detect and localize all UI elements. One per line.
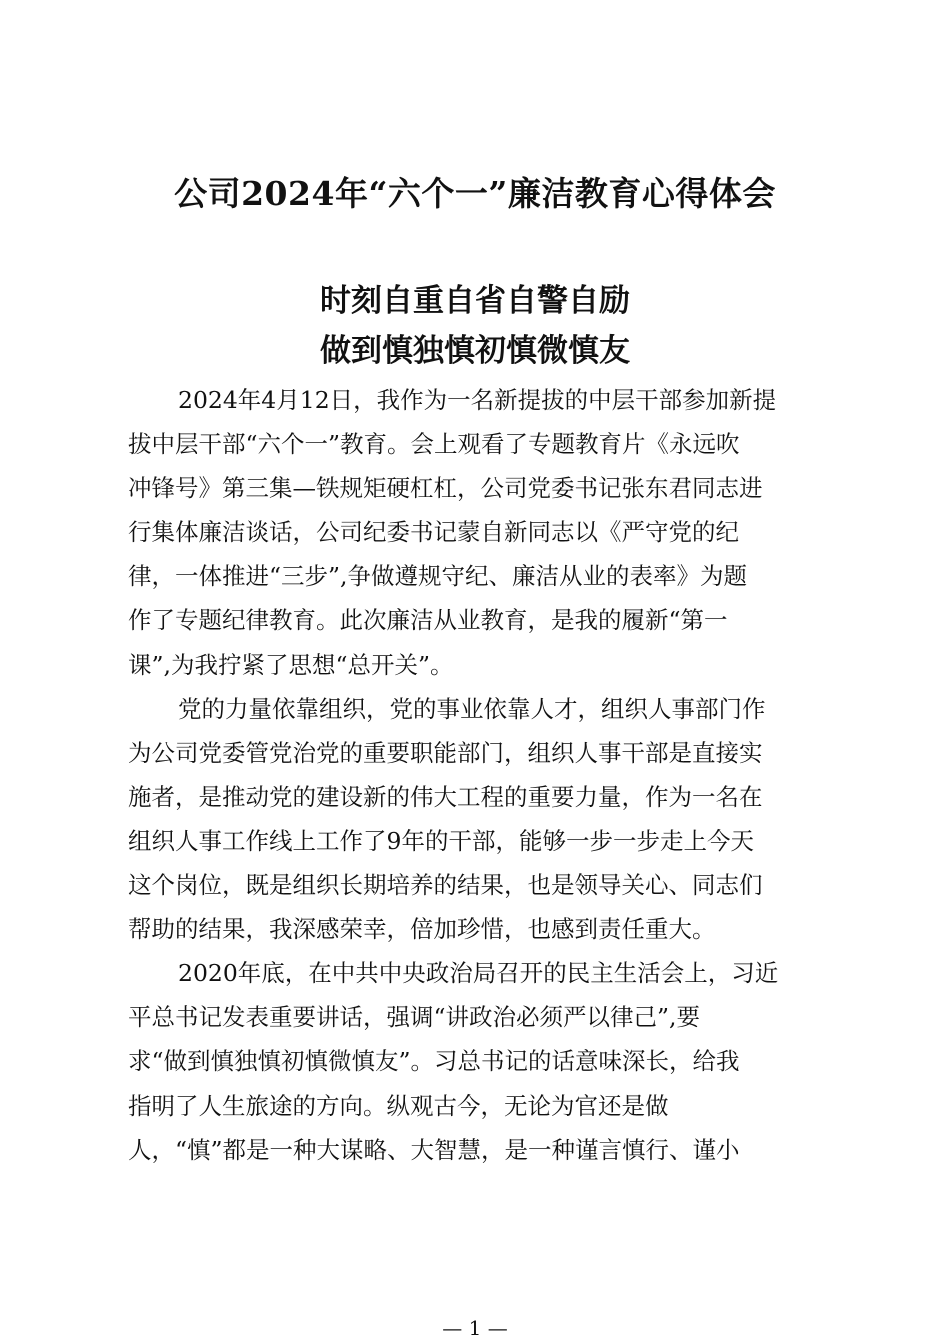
body-line: 指明了人生旅途的方向。纵观古今，无论为官还是做 (128, 1091, 669, 1120)
body-line: 作了专题纪律教育。此次廉洁从业教育，是我的履新“第一 (128, 606, 728, 635)
body-line: 组织人事工作线上工作了9年的干部，能够一步一步走上今天 (128, 826, 754, 855)
body-line: 施者，是推动党的建设新的伟大工程的重要力量，作为一名在 (128, 782, 763, 811)
body-line: 人，“慎”都是一种大谋略、大智慧，是一种谨言慎行、谨小 (128, 1135, 740, 1164)
body-line: 这个岗位，既是组织长期培养的结果，也是领导关心、同志们 (128, 871, 763, 900)
document-title: 公司2024年“六个一”廉洁教育心得体会 (174, 174, 776, 213)
body-line: 行集体廉洁谈话，公司纪委书记蒙自新同志以《严守党的纪 (128, 518, 739, 547)
body-line: 律，一体推进“三步”,争做遵规守纪、廉洁从业的表率》为题 (128, 562, 747, 591)
page-number: — 1 — (442, 1316, 508, 1340)
body-line: 2024年4月12日，我作为一名新提拔的中层干部参加新提 (178, 386, 777, 414)
body-line: 拔中层干部“六个一”教育。会上观看了专题教育片《永远吹 (128, 430, 740, 459)
document-body (128, 378, 832, 1172)
body-line: 冲锋号》第三集—铁规矩硬杠杠，公司党委书记张东君同志进 (128, 474, 763, 503)
document-subtitle-line-1: 时刻自重自省自警自励 (320, 283, 630, 319)
body-line: 课”,为我拧紧了思想“总开关”。 (128, 650, 454, 679)
body-line: 党的力量依靠组织，党的事业依靠人才，组织人事部门作 (178, 694, 766, 723)
body-line: 为公司党委管党治党的重要职能部门，组织人事干部是直接实 (128, 738, 763, 767)
document-subtitle-line-2: 做到慎独慎初慎微慎友 (320, 333, 630, 369)
body-line: 帮助的结果，我深感荣幸，倍加珍惜，也感到责任重大。 (128, 915, 716, 944)
body-line: 2020年底，在中共中央政治局召开的民主生活会上，习近 (178, 959, 779, 988)
body-line: 平总书记发表重要讲话，强调“讲政治必须严以律己”,要 (128, 1003, 700, 1032)
body-line: 求“做到慎独慎初慎微慎友”。习总书记的话意味深长，给我 (128, 1047, 740, 1076)
